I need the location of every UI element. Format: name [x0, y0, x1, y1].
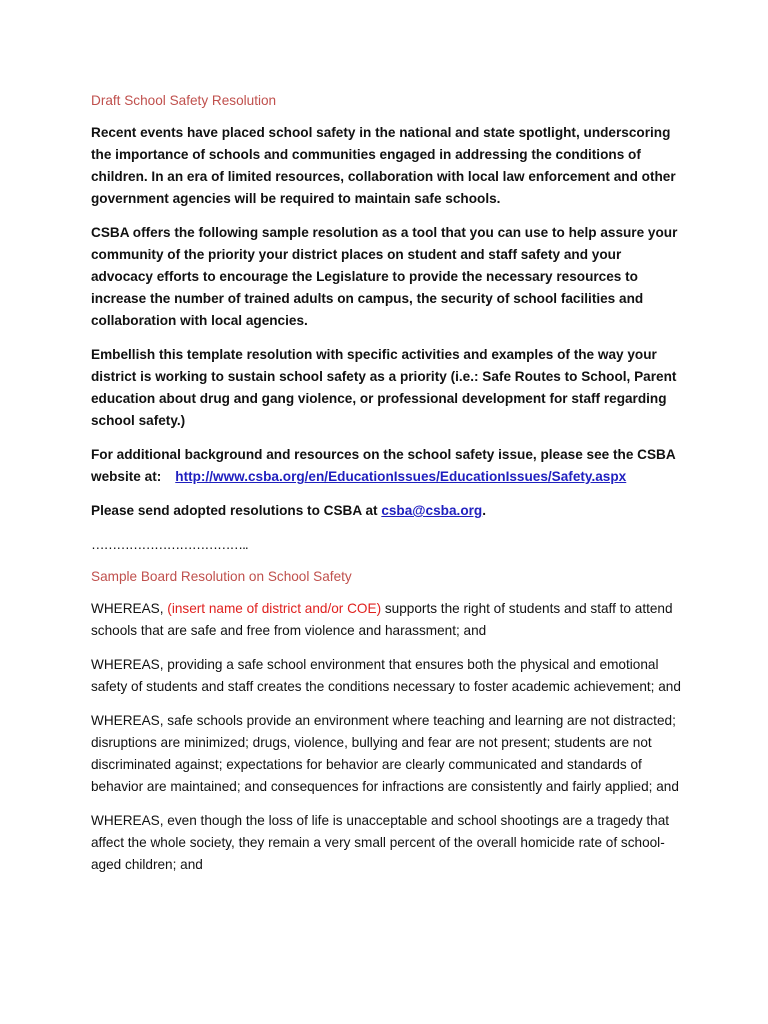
intro-paragraph-2: CSBA offers the following sample resolution as a tool that you can use to help assure your community of the priority your district places on student and staff safety and your advocacy efforts to encourage the Legislature to provide the necessary resources to increase the number of trained adults on campus, the security of school facilities and collaboration with local agencies. — [91, 225, 678, 328]
csba-safety-link[interactable]: http://www.csba.org/en/EducationIssues/EducationIssues/Safety.aspx — [175, 469, 627, 484]
whereas-3: WHEREAS, safe schools provide an environment where teaching and learning are not distracted; disruptions are minimized; drugs, violence, bullying and fear are not present; students are not discriminated against; expectations for behavior are clearly communicated and standards of behavior are maintained; and consequences for infractions are consistently and fairly applied; and — [91, 713, 679, 794]
whereas-2: WHEREAS, providing a safe school environment that ensures both the physical and emotional safety of students and staff creates the conditions necessary to foster academic achievement; and — [91, 657, 681, 694]
background-paragraph — [91, 444, 681, 488]
document-page — [91, 90, 681, 888]
district-placeholder: (insert name of district and/or COE) — [167, 601, 382, 616]
whereas-1-end: supports the right of students and staff to attend schools that are safe and free from violence and harassment; and — [91, 601, 673, 638]
whereas-1-start: WHEREAS, — [91, 601, 164, 616]
send-end: . — [482, 503, 486, 518]
background-text: For additional background and resources on the school safety issue, please see the CSBA website at: — [91, 447, 676, 484]
intro-paragraph-1: Recent events have placed school safety in the national and state spotlight, underscoring the importance of schools and communities engaged in addressing the conditions of children. In an era of limited resources, collaboration with local law enforcement and other government agencies will be required to maintain safe schools. — [91, 125, 676, 206]
whereas-1 — [91, 598, 681, 642]
csba-email-link[interactable]: csba@csba.org — [381, 503, 483, 518]
separator-line: ……………………………….. — [91, 537, 248, 552]
send-text: Please send adopted resolutions to CSBA at — [91, 503, 378, 518]
document-title: Draft School Safety Resolution — [91, 93, 277, 108]
whereas-4: WHEREAS, even though the loss of life is unacceptable and school shootings are a tragedy that affect the whole society, they remain a very small percent of the overall homicide rate of school-aged children; and — [91, 813, 670, 872]
intro-paragraph-3: Embellish this template resolution with specific activities and examples of the way your district is working to sustain school safety as a priority (i.e.: Safe Routes to School, Parent education about drug and gang violence, or professional development for staff regarding school safety.) — [91, 347, 677, 428]
send-paragraph — [91, 500, 681, 522]
sample-resolution-title: Sample Board Resolution on School Safety — [91, 569, 352, 584]
